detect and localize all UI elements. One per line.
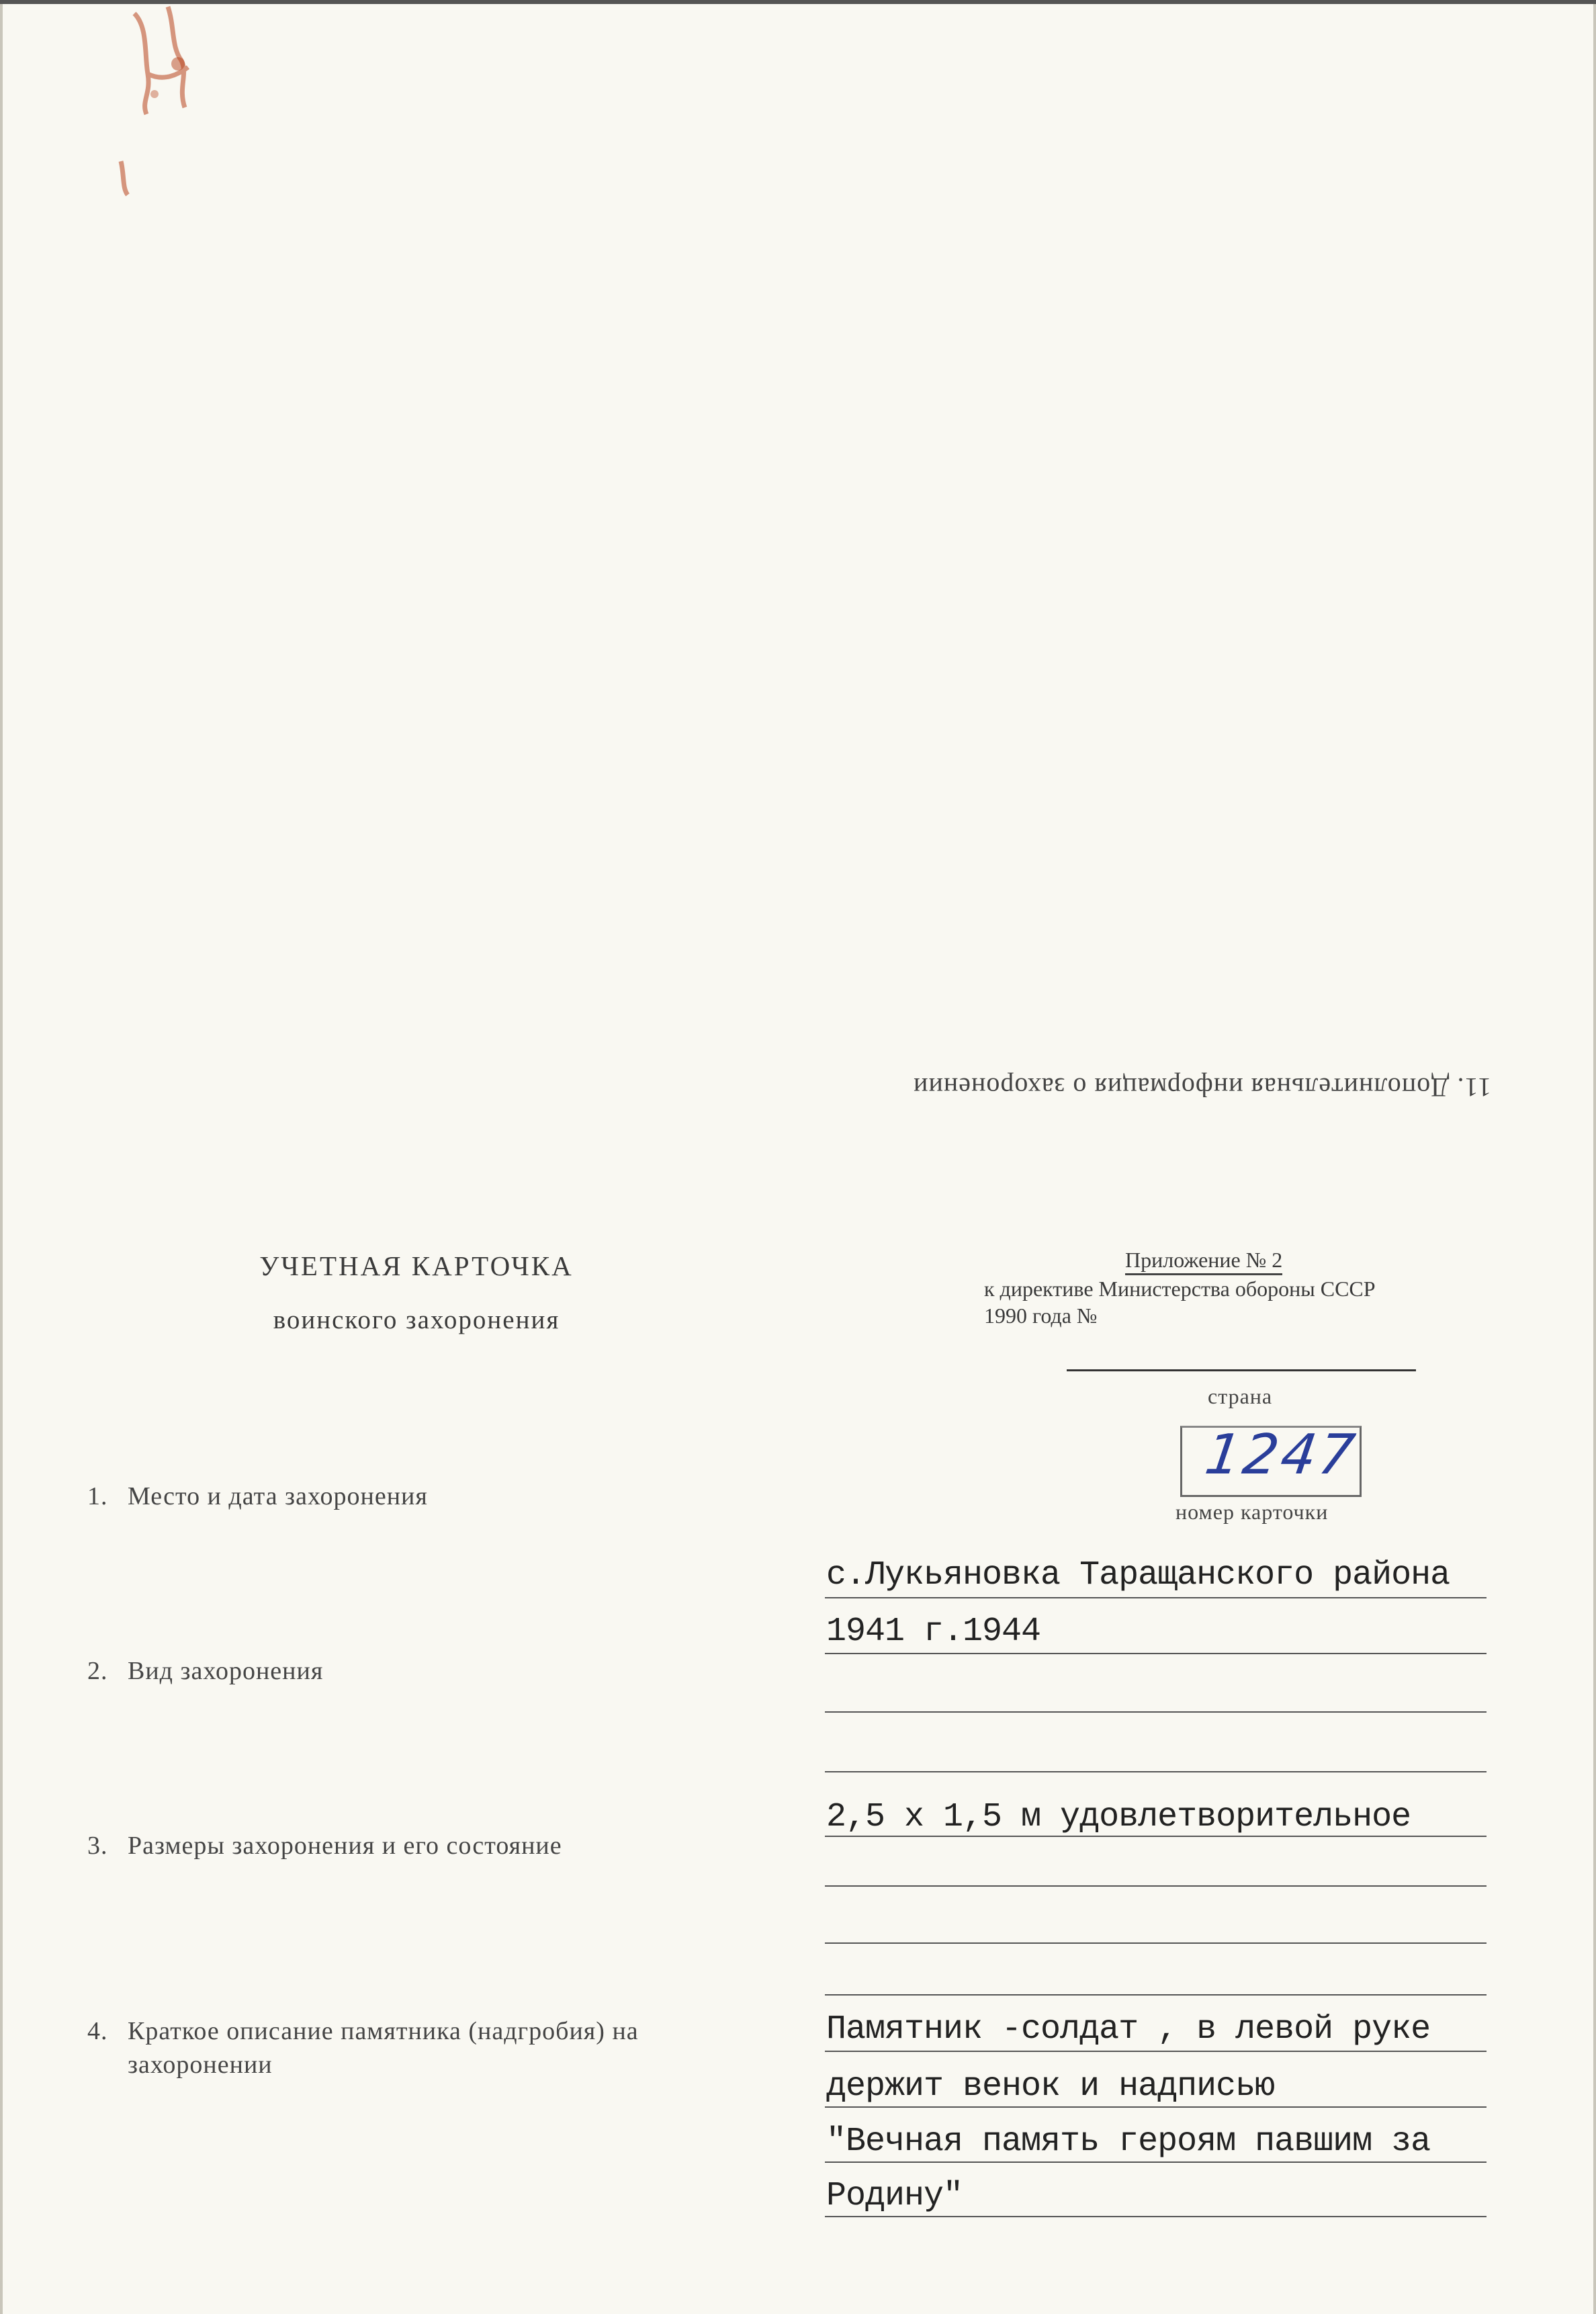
answer-rule — [825, 1771, 1487, 1772]
answer-desc-line3: "Вечная память героям павшим за — [826, 2123, 1431, 2161]
card-number-handwritten: 1247 — [1201, 1423, 1362, 1487]
additional-info-heading-upside-down: 11. Дополнительная информация о захоронении — [913, 1072, 1491, 1103]
answer-rule — [825, 1836, 1487, 1837]
answer-desc-line1: Памятник -солдат , в левой руке — [826, 2010, 1431, 2049]
field-1-label: 1. Место и дата захоронения — [87, 1482, 428, 1510]
answer-rule — [825, 1994, 1487, 1996]
field-4-label: 4. Краткое описание памятника (надгробия) на захоронении — [87, 2017, 639, 2079]
annex-title: Приложение № 2 — [1125, 1246, 1282, 1275]
annex-year-line: 1990 года № — [984, 1303, 1098, 1328]
card-subtitle: воинского захоронения — [273, 1305, 560, 1334]
annex-directive-line: к директиве Министерства обороны СССР — [984, 1277, 1376, 1301]
country-label: страна — [1208, 1384, 1273, 1408]
answer-rule — [825, 1653, 1487, 1654]
rust-stain-mark — [107, 0, 228, 202]
card-title: УЧЕТНАЯ КАРТОЧКА — [259, 1250, 574, 1281]
answer-rule — [825, 1885, 1487, 1887]
field-3-label: 3. Размеры захоронения и его состояние — [87, 1832, 562, 1860]
answer-rule — [825, 1597, 1487, 1598]
answer-desc-line4: Родину" — [826, 2177, 963, 2215]
answer-size-condition: 2,5 х 1,5 м удовлетворительное — [826, 1798, 1411, 1836]
answer-desc-line2: держит венок и надписью — [826, 2067, 1275, 2106]
annex-block — [984, 1246, 1376, 1329]
answer-rule — [825, 2051, 1487, 2052]
answer-rule — [825, 2161, 1487, 2163]
answer-place-line1: с.Лукьяновка Таращанского района — [826, 1556, 1450, 1594]
card-number-label: номер карточки — [1176, 1500, 1329, 1524]
answer-rule — [825, 2216, 1487, 2217]
answer-rule — [825, 2106, 1487, 2108]
field-2-label: 2. Вид захоронения — [87, 1657, 324, 1685]
answer-place-line2: 1941 г.1944 — [826, 1613, 1041, 1651]
answer-rule — [825, 1711, 1487, 1713]
answer-rule — [825, 1942, 1487, 1944]
country-underline — [1067, 1369, 1416, 1371]
